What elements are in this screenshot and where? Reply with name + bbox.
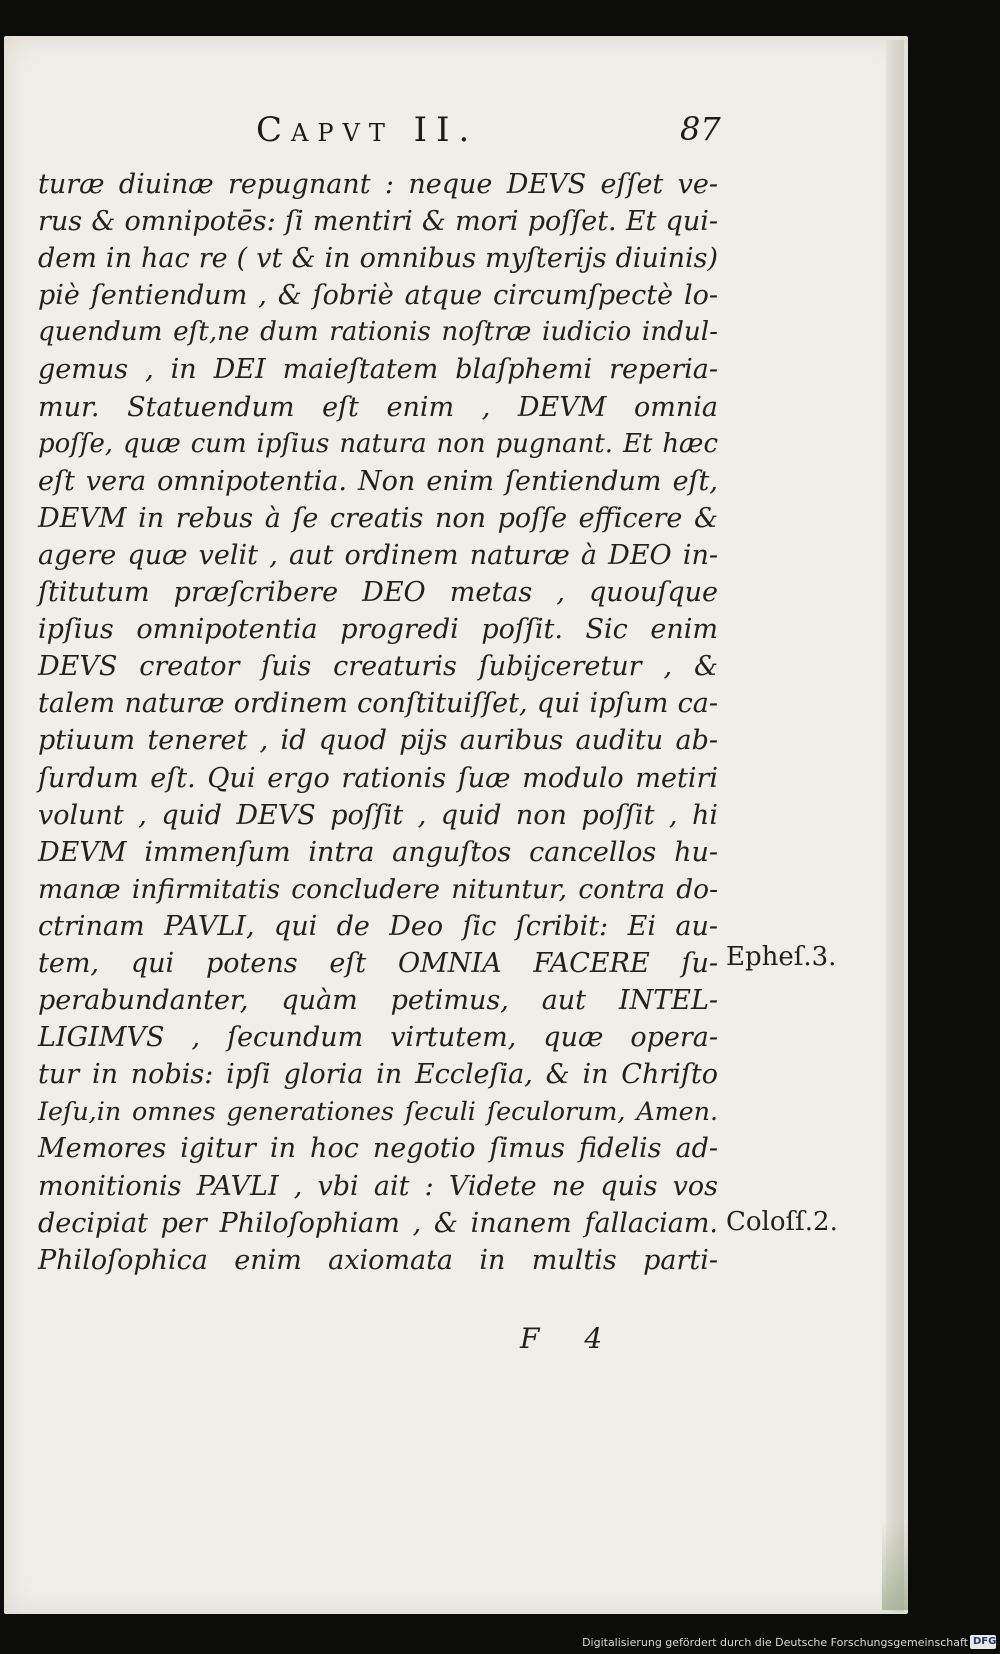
text-line: monitionis PAVLI , vbi ait : Videte ne quis vos xyxy=(38,1170,718,1202)
text-line: DEVM in rebus à ſe creatis non poſſe efficere & xyxy=(38,502,718,534)
text-line: turæ diuinæ repugnant : neque DEVS eſſet ve- xyxy=(38,169,718,200)
margin-note-colossians: Coloſſ.2. xyxy=(726,1207,838,1237)
text-line: gemus , in DEI maieſtatem blaſphemi reperia- xyxy=(38,354,718,386)
page-edge xyxy=(886,40,904,1612)
text-line: perabundanter, quàm petimus, aut INTEL- xyxy=(38,985,718,1017)
text-line: Memores igitur in hoc negotio ſimus fidelis ad- xyxy=(38,1133,718,1165)
text-line: DEVS creator ſuis creaturis ſubijceretur , & xyxy=(38,651,718,683)
margin-note-ephesians: Epheſ.3. xyxy=(726,942,837,972)
text-line: manæ infirmitatis concludere nituntur, contra do- xyxy=(38,873,718,905)
dfg-logo-text: DFG xyxy=(973,1636,996,1647)
text-line: mur. Statuendum eſt enim , DEVM omnia xyxy=(38,391,718,423)
body-text xyxy=(38,166,718,1279)
text-line: ipſius omnipotentia progredi poſſit. Sic enim xyxy=(38,614,718,646)
text-line: Ieſu,in omnes generationes ſeculi ſeculorum, Amen. xyxy=(38,1096,718,1127)
funding-credit: Digitalisierung gefördert durch die Deutsche Forschungsgemeinschaft xyxy=(582,1636,968,1649)
running-head xyxy=(256,110,756,160)
text-line: agere quæ velit , aut ordinem naturæ à DEO in- xyxy=(38,539,718,571)
text-line: dem in hac re ( vt & in omnibus myſterijs diuinis) xyxy=(38,243,718,275)
text-line: quendum eſt,ne dum rationis noſtræ iudicio indul- xyxy=(38,317,718,348)
text-line: ptiuum teneret , id quod pijs auribus auditu ab- xyxy=(38,725,718,757)
text-line: volunt , quid DEVS poſſit , quid non poſſit , hi xyxy=(38,799,718,831)
text-line: ſtitutum præſcribere DEO metas , quouſque xyxy=(38,577,718,609)
text-line: DEVM immenſum intra anguſtos cancellos hu- xyxy=(38,836,718,868)
text-line: rus & omnipotēs: ſi mentiri & mori poſſet. Et qui- xyxy=(38,206,718,238)
signature-mark: F 4 xyxy=(520,1322,621,1355)
text-line: ſurdum eſt. Qui ergo rationis ſuæ modulo metiri xyxy=(38,762,718,794)
text-line: eſt vera omnipotentia. Non enim ſentiendum eſt, xyxy=(38,465,718,497)
running-title: Capvt II. xyxy=(256,110,479,150)
text-line: piè ſentiendum , & ſobriè atque circumſpectè lo- xyxy=(38,280,718,312)
page-edge-stain xyxy=(882,1520,908,1610)
text-line: tem, qui potens eſt OMNIA FACERE ſu- xyxy=(38,947,718,979)
text-line: decipiat per Philoſophiam , & inanem fallaciam. xyxy=(38,1207,718,1239)
text-line: ctrinam PAVLI, qui de Deo ſic ſcribit: Ei au- xyxy=(38,910,718,942)
dfg-logo xyxy=(970,1635,996,1649)
page-number: 87 xyxy=(680,110,721,148)
text-line: LIGIMVS , ſecundum virtutem, quæ opera- xyxy=(38,1022,718,1054)
text-line: Philoſophica enim axiomata in multis parti- xyxy=(38,1244,718,1276)
text-line: talem naturæ ordinem conſtituiſſet, qui ipſum ca- xyxy=(38,688,718,720)
text-line: poſſe, quæ cum ipſius natura non pugnant. Et hæc xyxy=(38,428,718,459)
text-line: tur in nobis: ipſi gloria in Eccleſia, & in Chriſto xyxy=(38,1059,718,1091)
